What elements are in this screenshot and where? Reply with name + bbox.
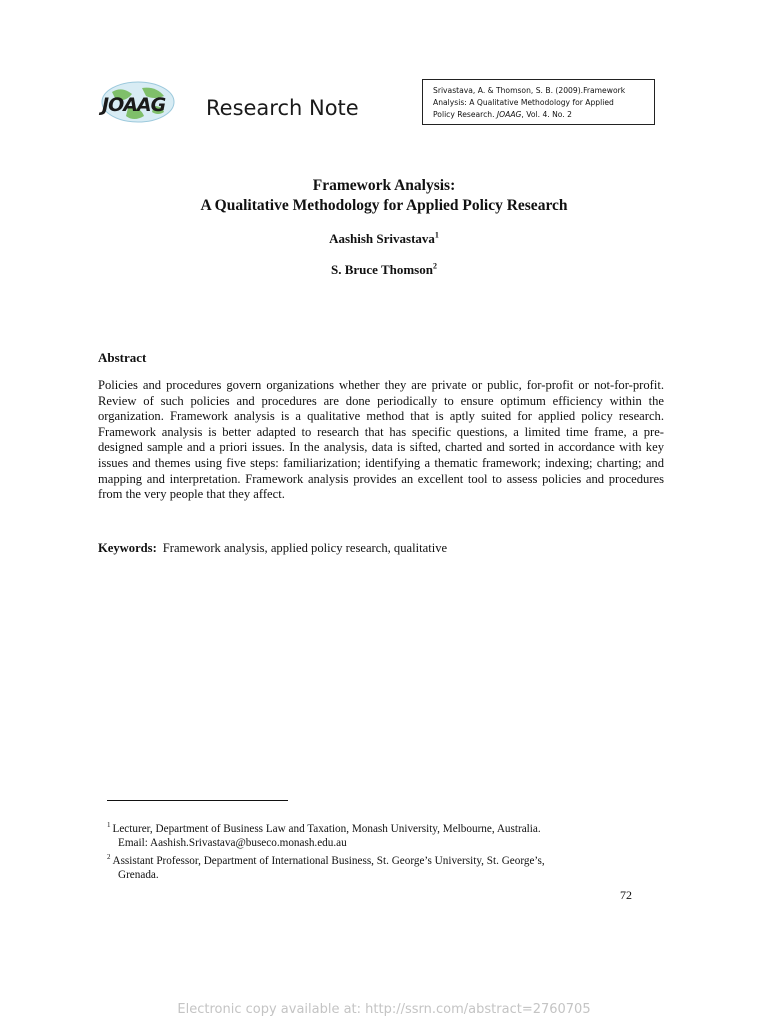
footnote-mark: 1 bbox=[107, 821, 111, 830]
keywords-text: Framework analysis, applied policy research, qualitative bbox=[162, 541, 448, 555]
ssrn-watermark: Electronic copy available at: http://ssrn.com/abstract=2760705 bbox=[177, 1002, 591, 1017]
keywords-label: Keywords: bbox=[98, 541, 157, 555]
page-number: 72 bbox=[620, 888, 632, 902]
title-line: Framework Analysis: bbox=[312, 177, 456, 194]
abstract-heading: Abstract bbox=[98, 350, 147, 365]
footnote-text: Lecturer, Department of Business Law and Taxation, Monash University, Melbourne, Australia. bbox=[112, 823, 541, 835]
footnote bbox=[107, 823, 647, 850]
author-name: S. Bruce Thomson bbox=[331, 262, 433, 277]
paper-title bbox=[0, 176, 768, 216]
author-name: Aashish Srivastava bbox=[329, 231, 435, 246]
title-line: A Qualitative Methodology for Applied Policy Research bbox=[200, 197, 568, 214]
abstract-text: Policies and procedures govern organizations whether they are private or public, for-profit or not-for-profit. Review of such policies and procedures are done periodically to ensure optimum efficiency within the organization. Framework analysis is a qualitative method that is aptly suited for applied policy research. Framework analysis is better adapted to research that has specific questions, a limited time frame, a pre-designed sample and a priori issues. In the analysis, data is sifted, charted and sorted in accordance with key issues and themes using five steps: familiarization; identifying a thematic framework; indexing; charting; and mapping and interpretation. Framework analysis provides an excellent tool to assess policies and procedures from the very people that they affect. bbox=[98, 378, 664, 502]
footnote-divider bbox=[107, 800, 288, 801]
footnote-text: Grenada. bbox=[118, 868, 159, 881]
section-label: Research Note bbox=[206, 96, 359, 120]
footnote-text: Assistant Professor, Department of International Business, St. George’s University, St. George’s, bbox=[112, 855, 545, 867]
citation-line: Analysis: A Qualitative Methodology for Applied bbox=[433, 98, 614, 107]
footnote-email: Email: Aashish.Srivastava@buseco.monash.edu.au bbox=[118, 836, 347, 849]
footnote bbox=[107, 855, 647, 882]
logo-text: JOAAG bbox=[102, 94, 166, 116]
citation-box bbox=[422, 79, 655, 125]
journal-name: JOAAG bbox=[496, 110, 522, 119]
citation-line: Policy Research. JOAAG, Vol. 4. No. 2 bbox=[433, 110, 572, 119]
footnote-mark: 1 bbox=[434, 230, 439, 240]
footnote-mark: 2 bbox=[432, 261, 437, 271]
journal-logo bbox=[98, 80, 178, 130]
author bbox=[0, 231, 768, 247]
keywords bbox=[98, 541, 447, 556]
author bbox=[0, 262, 768, 278]
citation-line: Srivastava, A. & Thomson, S. B. (2009).Framework bbox=[433, 86, 626, 95]
footnote-mark: 2 bbox=[107, 853, 111, 862]
